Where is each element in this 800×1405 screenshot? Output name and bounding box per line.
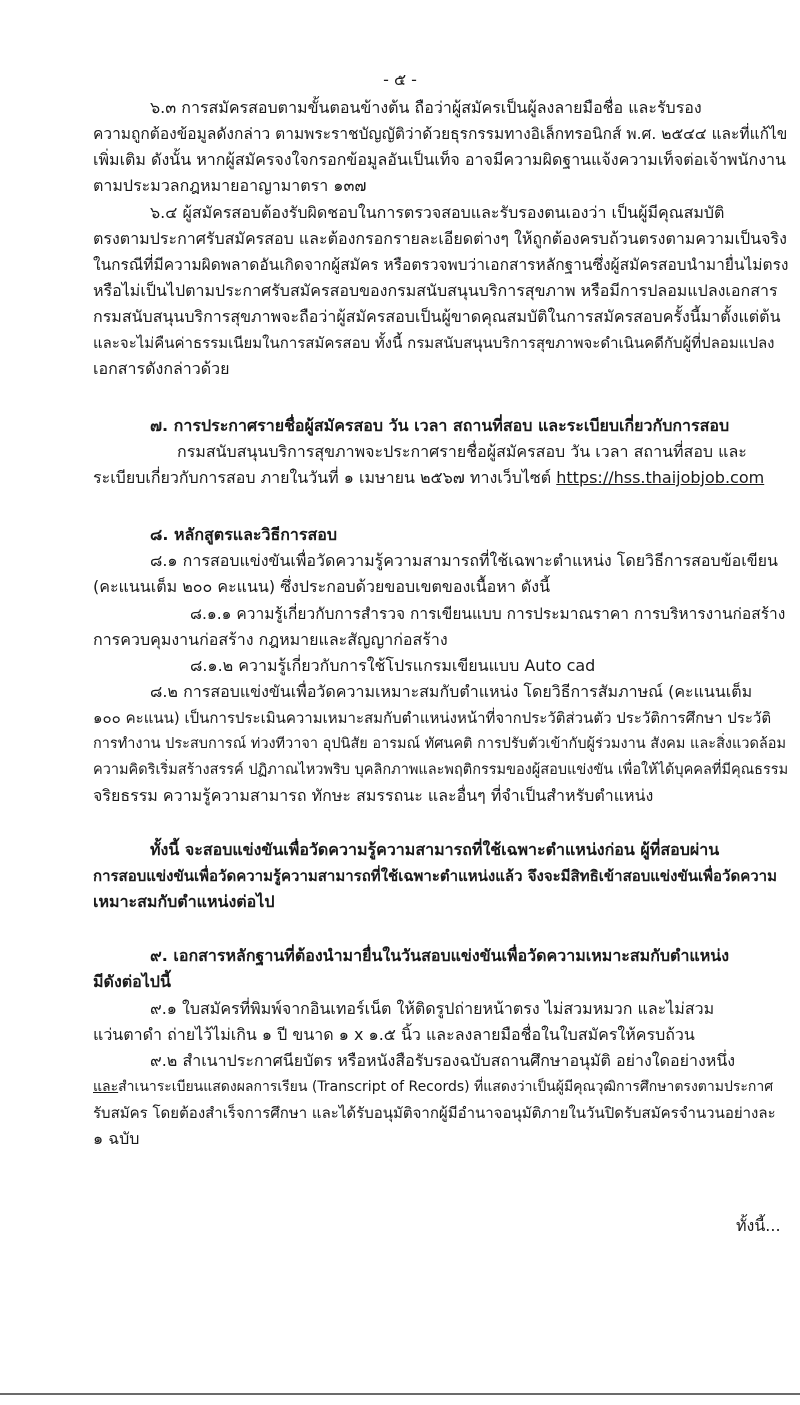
page-number: - ๕ -: [383, 70, 417, 89]
paragraph-9-2-line-1: ๙.๒ สำเนาประกาศนียบัตร หรือหนังสือรับรองฉบับสถานศึกษาอนุมัติ อย่างใดอย่างหนึ่ง: [150, 1051, 736, 1070]
paragraph-8-1-2: ๘.๑.๒ ความรู้เกี่ยวกับการใช้โปรแกรมเขียนแบบ Auto cad: [190, 656, 596, 675]
paragraph-6-3-line-3: เพิ่มเติม ดังนั้น หากผู้สมัครจงใจกรอกข้อมูลอันเป็นเท็จ อาจมีความผิดฐานแจ้งความเท็จต่อเจ้าพนักงาน: [93, 150, 786, 169]
section-9-heading-line-1: ๙. เอกสารหลักฐานที่ต้องนำมายื่นในวันสอบแข่งขันเพื่อวัดความเหมาะสมกับตำแหน่ง: [150, 946, 730, 965]
website-link[interactable]: https://hss.thaijobjob.com: [556, 468, 765, 487]
section-7-line-1: กรมสนับสนุนบริการสุขภาพจะประกาศรายชื่อผู้สมัครสอบ วัน เวลา สถานที่สอบ และ: [177, 442, 747, 461]
paragraph-8-2-line-4: ความคิดริเริ่มสร้างสรรค์ ปฏิภาณไหวพริบ บุคลิกภาพและพฤติกรรมของผู้สอบแข่งขัน เพื่อให้ได้บุคคลที่มีคุณธรรม: [93, 762, 789, 778]
underlined-and: และ: [93, 1079, 119, 1095]
paragraph-6-4-line-5: กรมสนับสนุนบริการสุขภาพจะถือว่าผู้สมัครสอบเป็นผู้ขาดคุณสมบัติในการสมัครสอบครั้งนี้มาตั้งแต่ต้น: [93, 307, 781, 326]
section-8-note-line-1: ทั้งนี้ จะสอบแข่งขันเพื่อวัดความรู้ความสามารถที่ใช้เฉพาะตำแหน่งก่อน ผู้ที่สอบผ่าน: [150, 840, 720, 859]
section-7-line-2: [93, 467, 764, 489]
paragraph-8-1-line-2: (คะแนนเต็ม ๒๐๐ คะแนน) ซึ่งประกอบด้วยขอบเขตของเนื้อหา ดังนี้: [93, 577, 551, 596]
continuation-text: ทั้งนี้...: [736, 1216, 781, 1235]
section-7-heading: ๗. การประกาศรายชื่อผู้สมัครสอบ วัน เวลา สถานที่สอบ และระเบียบเกี่ยวกับการสอบ: [150, 416, 730, 435]
section-7-line-2-text: ระเบียบเกี่ยวกับการสอบ ภายในวันที่ ๑ เมษายน ๒๕๖๗ ทางเว็บไซต์: [93, 468, 557, 487]
paragraph-6-3-line-2: ความถูกต้องข้อมูลดังกล่าว ตามพระราชบัญญัติว่าด้วยธุรกรรมทางอิเล็กทรอนิกส์ พ.ศ. ๒๕๔๔ และที่แก้ไข: [93, 125, 788, 143]
section-8-note-line-3: เหมาะสมกับตำแหน่งต่อไป: [93, 892, 275, 911]
paragraph-8-2-line-3: การทำงาน ประสบการณ์ ท่วงทีวาจา อุปนิสัย อารมณ์ ทัศนคติ การปรับตัวเข้ากับผู้ร่วมงาน สังคม และสิ่งแวดล้อม: [93, 736, 787, 752]
paragraph-9-1-line-1: ๙.๑ ใบสมัครที่พิมพ์จากอินเทอร์เน็ต ให้ติดรูปถ่ายหน้าตรง ไม่สวมหมวก และไม่สวม: [150, 999, 715, 1018]
paragraph-6-4-line-7: เอกสารดังกล่าวด้วย: [93, 359, 230, 378]
paragraph-8-1-1-line-2: การควบคุมงานก่อสร้าง กฎหมายและสัญญาก่อสร้าง: [93, 630, 448, 649]
paragraph-6-3-line-1: ๖.๓ การสมัครสอบตามขั้นตอนข้างต้น ถือว่าผู้สมัครเป็นผู้ลงลายมือชื่อ และรับรอง: [150, 98, 702, 117]
section-8-note-line-2: การสอบแข่งขันเพื่อวัดความรู้ความสามารถที่ใช้เฉพาะตำแหน่งแล้ว จึงจะมีสิทธิเข้าสอบแข่งขันเพื่อวัดความ: [93, 867, 777, 885]
paragraph-6-4-line-1: ๖.๔ ผู้สมัครสอบต้องรับผิดชอบในการตรวจสอบและรับรองตนเองว่า เป็นผู้มีคุณสมบัติ: [150, 203, 725, 222]
paragraph-8-1-line-1: ๘.๑ การสอบแข่งขันเพื่อวัดความรู้ความสามารถที่ใช้เฉพาะตำแหน่ง โดยวิธีการสอบข้อเขียน: [150, 551, 778, 570]
paragraph-9-2-line-2: [93, 1076, 773, 1098]
paragraph-9-2-line-3: รับสมัคร โดยต้องสำเร็จการศึกษา และได้รับอนุมัติจากผู้มีอำนาจอนุมัติภายในวันปิดรับสมัครจำนวนอย่างละ: [93, 1104, 776, 1122]
paragraph-8-2-line-5: จริยธรรม ความรู้ความสามารถ ทักษะ สมรรถนะ และอื่นๆ ที่จำเป็นสำหรับตำแหน่ง: [93, 786, 654, 805]
paragraph-6-3-line-4: ตามประมวลกฎหมายอาญามาตรา ๑๓๗: [93, 176, 367, 195]
paragraph-9-1-line-2: แว่นตาดำ ถ่ายไว้ไม่เกิน ๑ ปี ขนาด ๑ x ๑.๕ นิ้ว และลงลายมือชื่อในใบสมัครให้ครบถ้วน: [93, 1025, 695, 1044]
bottom-rule: [0, 1393, 800, 1395]
paragraph-6-4-line-6: และจะไม่คืนค่าธรรมเนียมในการสมัครสอบ ทั้งนี้ กรมสนับสนุนบริการสุขภาพจะดำเนินคดีกับผู้ที่ปลอมแปลง: [93, 334, 775, 352]
section-9-heading-line-2: มีดังต่อไปนี้: [93, 972, 171, 991]
paragraph-9-2-line-4: ๑ ฉบับ: [93, 1129, 140, 1148]
paragraph-6-4-line-3: ในกรณีที่มีความผิดพลาดอันเกิดจากผู้สมัคร หรือตรวจพบว่าเอกสารหลักฐานซึ่งผู้สมัครสอบนำมายื่นไม่ตรง: [93, 256, 789, 274]
paragraph-6-4-line-4: หรือไม่เป็นไปตามประกาศรับสมัครสอบของกรมสนับสนุนบริการสุขภาพ หรือมีการปลอมแปลงเอกสาร: [93, 281, 778, 300]
paragraph-6-4-line-2: ตรงตามประกาศรับสมัครสอบ และต้องกรอกรายละเอียดต่างๆ ให้ถูกต้องครบถ้วนตรงตามความเป็นจริง: [93, 229, 787, 248]
section-8-heading: ๘. หลักสูตรและวิธีการสอบ: [150, 525, 338, 544]
paragraph-9-2-line-2-rest: สำเนาระเบียนแสดงผลการเรียน (Transcript of Records) ที่แสดงว่าเป็นผู้มีคุณวุฒิการศึกษาตรงตามประกาศ: [118, 1079, 774, 1095]
paragraph-8-2-line-1: ๘.๒ การสอบแข่งขันเพื่อวัดความเหมาะสมกับตำแหน่ง โดยวิธีการสัมภาษณ์ (คะแนนเต็ม: [150, 682, 753, 701]
paragraph-8-2-line-2: ๑๐๐ คะแนน) เป็นการประเมินความเหมาะสมกับตำแหน่งหน้าที่จากประวัติส่วนตัว ประวัติการศึกษา ประวัติ: [93, 709, 772, 727]
paragraph-8-1-1-line-1: ๘.๑.๑ ความรู้เกี่ยวกับการสำรวจ การเขียนแบบ การประมาณราคา การบริหารงานก่อสร้าง: [190, 605, 786, 623]
